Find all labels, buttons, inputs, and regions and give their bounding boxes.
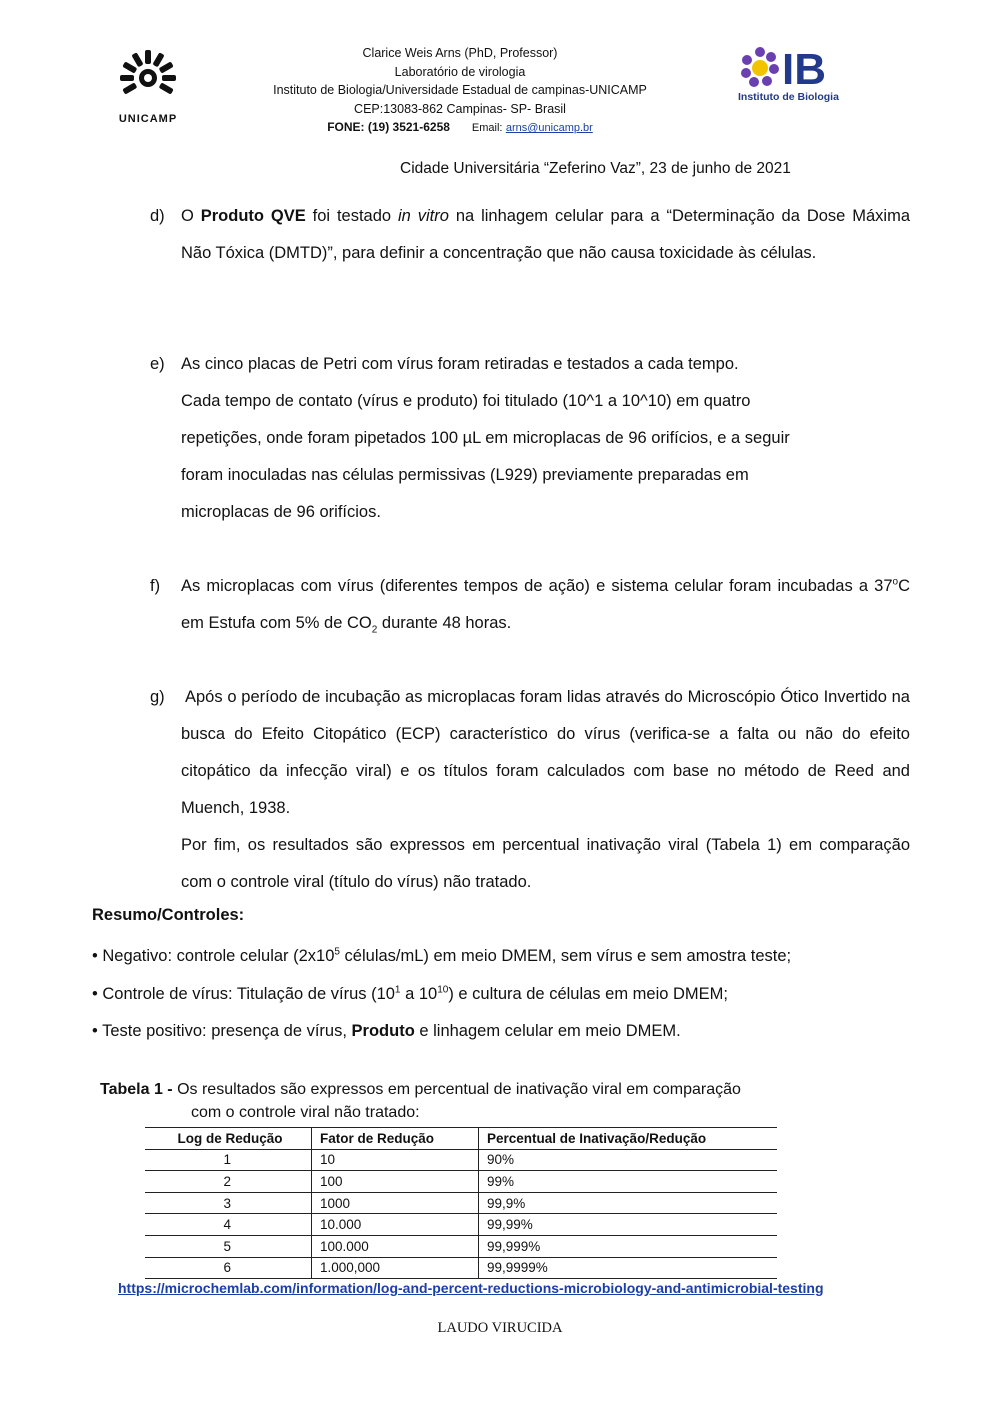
text-run: • Teste positivo: presença de vírus,: [92, 1022, 352, 1040]
date-line: Cidade Universitária “Zeferino Vaz”, 23 de junho de 2021: [400, 160, 791, 177]
text-run: • Controle de vírus: Titulação de vírus (10: [92, 985, 395, 1003]
item-text: [181, 568, 910, 642]
text-run: As microplacas com vírus (diferentes tempos de ação) e sistema celular foram incubadas a 37: [181, 577, 893, 595]
bullet-positive-test: [92, 1019, 681, 1043]
col-header-log: Log de Redução: [145, 1128, 312, 1150]
letterhead: [200, 44, 720, 138]
item-label: d): [150, 207, 165, 225]
reduction-table: [145, 1127, 777, 1279]
text-line: microplacas de 96 orifícios.: [181, 503, 381, 521]
cell-log: 1: [145, 1149, 312, 1171]
text-run: C em Estufa com 5% de CO: [181, 577, 910, 632]
item-f: [150, 568, 910, 642]
letterhead-line: Clarice Weis Arns (PhD, Professor): [362, 46, 558, 60]
text-run: foi testado: [305, 207, 398, 225]
table-row: [145, 1171, 777, 1193]
col-header-factor: Fator de Redução: [312, 1128, 479, 1150]
email-label: Email:: [471, 122, 503, 135]
source-link[interactable]: https://microchemlab.com/information/log-and-percent-reductions-microbiology-and-antimicrobial-testing: [118, 1280, 824, 1296]
item-label: g): [150, 688, 165, 706]
product-name: Produto QVE: [200, 207, 306, 225]
table-caption-line2: com o controle viral não tratado:: [191, 1104, 420, 1121]
text-run: células/mL) em meio DMEM, sem vírus e sem amostra teste;: [339, 947, 792, 965]
superscript: 1: [394, 984, 401, 996]
resumo-title: Resumo/Controles:: [92, 906, 245, 924]
paragraph: Após o período de incubação as microplacas foram lidas através do Microscópio Ótico Invertido na busca do Efeito Citopático (ECP) característico do vírus (verifica-se a falta ou não do efeito citopático da infecção viral) e os títulos foram calculados com base no método de Reed and Muench, 1938.: [181, 688, 910, 817]
item-e: [150, 346, 910, 531]
phone-number: FONE: (19) 3521-6258: [327, 120, 450, 135]
cell-percent: 90%: [479, 1149, 778, 1171]
paragraph: Por fim, os resultados são expressos em percentual inativação viral (Tabela 1) em comparação com o controle viral (título do vírus) não tratado.: [181, 836, 910, 891]
page-footer: LAUDO VIRUCIDA: [437, 1320, 563, 1336]
item-text: [181, 346, 910, 531]
subscript: 2: [371, 624, 378, 636]
ib-logo-text: IB: [782, 45, 826, 88]
item-label: f): [150, 577, 161, 595]
cell-log: 2: [145, 1171, 312, 1193]
item-d: [150, 198, 910, 272]
table-row: [145, 1149, 777, 1171]
text-line: As cinco placas de Petri com vírus foram retiradas e testados a cada tempo.: [181, 355, 739, 373]
unicamp-logo-text: UNICAMP: [118, 113, 178, 125]
ib-flower-icon: [738, 44, 850, 88]
text-run: O: [181, 207, 201, 225]
table-caption-text: Os resultados são expressos em percentual de inativação viral em comparação: [172, 1081, 741, 1098]
cell-log: 5: [145, 1235, 312, 1257]
cell-factor: 10: [312, 1149, 479, 1171]
cell-factor: 1000: [312, 1192, 479, 1214]
bullet-negative: [92, 944, 791, 968]
cell-percent: 99,9999%: [479, 1257, 778, 1279]
cell-log: 4: [145, 1214, 312, 1236]
item-text: [181, 198, 910, 272]
text-line: Cada tempo de contato (vírus e produto) foi titulado (10^1 a 10^10) em quatro: [181, 392, 751, 410]
item-g: [150, 679, 910, 901]
letterhead-line: Instituto de Biologia/Universidade Estadual de campinas-UNICAMP: [273, 83, 647, 98]
text-line: foram inoculadas nas células permissivas (L929) previamente preparadas em: [181, 466, 749, 484]
product-word: Produto: [351, 1022, 415, 1040]
cell-percent: 99,99%: [479, 1214, 778, 1236]
table-header-row: [145, 1128, 777, 1150]
text-run: na linhagem celular para a “Determinação da Dose Máxima Não Tóxica (DMTD)”, para definir a concentração que não causa toxicidade às células.: [181, 207, 910, 262]
cell-percent: 99%: [479, 1171, 778, 1193]
degree-superscript: o: [892, 576, 899, 588]
item-text: [181, 679, 910, 901]
item-label: e): [150, 355, 165, 373]
italic-term: in vitro: [398, 207, 449, 225]
cell-factor: 100.000: [312, 1235, 479, 1257]
cell-factor: 10.000: [312, 1214, 479, 1236]
table-row: [145, 1257, 777, 1279]
cell-percent: 99,9%: [479, 1192, 778, 1214]
cell-percent: 99,999%: [479, 1235, 778, 1257]
table-caption-label: Tabela 1 -: [100, 1081, 173, 1098]
cell-factor: 1.000,000: [312, 1257, 479, 1279]
letterhead-line: CEP:13083-862 Campinas- SP- Brasil: [354, 101, 566, 116]
email-link[interactable]: arns@unicamp.br: [505, 122, 593, 135]
cell-log: 3: [145, 1192, 312, 1214]
cell-log: 6: [145, 1257, 312, 1279]
contact-line: [200, 118, 720, 138]
table-row: [145, 1192, 777, 1214]
unicamp-logo: [106, 46, 190, 125]
ib-logo: [738, 44, 858, 103]
text-run: ) e cultura de células em meio DMEM;: [448, 985, 728, 1003]
unicamp-emblem-icon: [112, 46, 184, 106]
text-run: e linhagem celular em meio DMEM.: [414, 1022, 681, 1040]
table-row: [145, 1214, 777, 1236]
cell-factor: 100: [312, 1171, 479, 1193]
superscript: 10: [437, 984, 449, 996]
text-line: repetições, onde foram pipetados 100 µL em microplacas de 96 orifícios, e a seguir: [181, 429, 790, 447]
letterhead-line: Laboratório de virologia: [394, 64, 526, 79]
ib-logo-subtitle: Instituto de Biologia: [738, 91, 839, 103]
text-run: • Negativo: controle celular (2x10: [92, 947, 335, 965]
text-run: a 10: [400, 985, 438, 1003]
col-header-percent: Percentual de Inativação/Redução: [479, 1128, 778, 1150]
bullet-virus-control: [92, 982, 728, 1006]
superscript: 5: [334, 946, 340, 958]
table-row: [145, 1235, 777, 1257]
table-caption: [100, 1080, 741, 1100]
text-run: durante 48 horas.: [377, 614, 512, 632]
